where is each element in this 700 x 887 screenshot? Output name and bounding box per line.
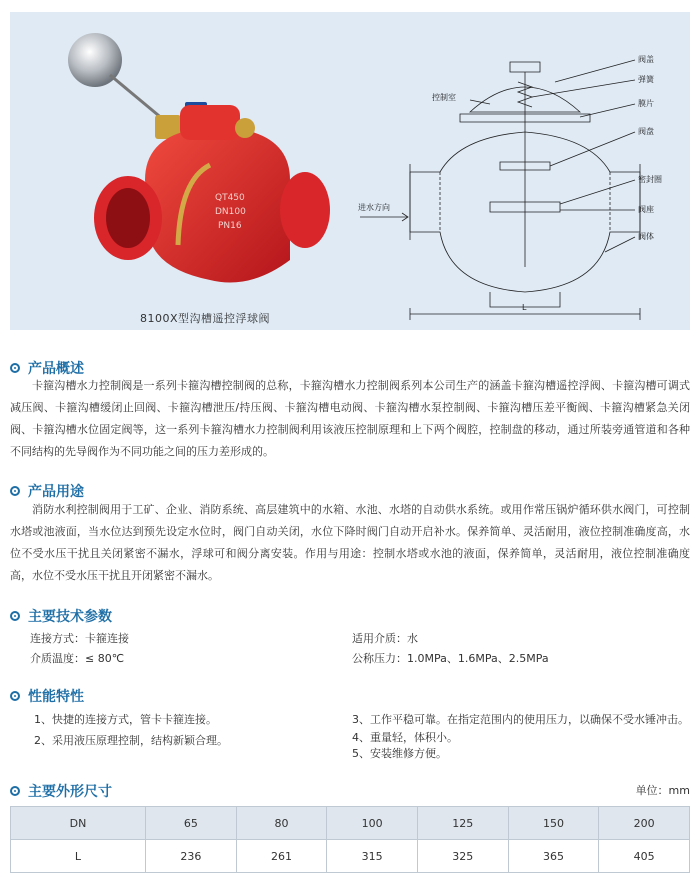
label-spring: 弹簧: [638, 75, 654, 84]
feature-item: 5、安装维修方便。: [352, 747, 447, 760]
section-title-text: 产品概述: [28, 361, 84, 377]
product-caption: 8100X型沟槽遥控浮球阀: [140, 312, 271, 325]
section-bullet-icon: [10, 363, 20, 373]
feature-item: 3、工作平稳可靠。在指定范围内的使用压力，以确保不受水锤冲击。: [352, 713, 689, 726]
label-diaphragm: 膜片: [638, 99, 654, 108]
table-cell: 236: [146, 840, 237, 873]
table-cell: 315: [327, 840, 418, 873]
label-valve-disc: 阀盘: [638, 127, 654, 136]
section-title-text: 主要外形尺寸: [28, 784, 112, 800]
param-pressure: 公称压力：1.0MPa、1.6MPa、2.5MPa: [352, 652, 549, 665]
feature-item: 4、重量轻，体积小。: [352, 731, 458, 744]
section-title-text: 性能特性: [28, 689, 84, 705]
usage-paragraph: 消防水利控制阀用于工矿、企业、消防系统、高层建筑中的水箱、水池、水塔的自动供水系统。或用作常压锅炉循环供水阀门，可控制水塔或池液面，当水位达到预先设定水位时，阀门自动关闭，水位下降时阀门自动开启补水。保养简单、灵活耐用，液位控制准确度高，水位不受水压干扰且关闭紧密不漏水，浮球可和阀分离安装。作用与用途：控制水塔或水池的液面，保养简单，灵活耐用，液位控制准确度高，水位不受水压干扰且开闭紧密不漏水。: [10, 503, 690, 582]
table-row: [11, 840, 690, 873]
label-control-chamber: 控制室: [432, 93, 456, 102]
feature-item: 2、采用液压原理控制，结构新颖合理。: [34, 734, 228, 747]
table-row: [11, 807, 690, 840]
body-mark-1: QT450: [215, 193, 245, 203]
inlet-direction-label: 进水方向: [358, 203, 390, 212]
param-temperature: 介质温度：≤ 80℃: [30, 652, 125, 665]
section-bullet-icon: [10, 786, 20, 796]
dimensions-table: [10, 806, 690, 873]
hero-panel: [10, 12, 690, 330]
table-cell: 325: [417, 840, 508, 873]
label-seal-ring: 密封圈: [638, 175, 662, 184]
table-cell: 125: [417, 807, 508, 840]
overview-paragraph: 卡箍沟槽水力控制阀是一系列卡箍沟槽控制阀的总称，卡箍沟槽水力控制阀系列本公司生产的涵盖卡箍沟槽遥控浮阀、卡箍沟槽可调式减压阀、卡箍沟槽缓闭止回阀、卡箍沟槽泄压/持压阀、卡箍沟槽电动阀、卡箍沟槽水泵控制阀、卡箍沟槽压差平衡阀、卡箍沟槽紧急关闭阀、卡箍沟槽水位固定阀等，这一系列卡箍沟槽水力控制阀利用该液压控制原理和上下两个阀腔，控制盘的移动，通过所装旁通管道和各种不同结构的先导阀作为不同功能之间的压力差形成的。: [10, 379, 690, 458]
section-title-usage: [10, 481, 84, 501]
valve-cross-section-drawing: [350, 42, 690, 332]
section-title-params: [10, 606, 112, 626]
table-cell: 80: [236, 807, 327, 840]
param-connection: 连接方式：卡箍连接: [30, 632, 129, 645]
section-bullet-icon: [10, 691, 20, 701]
label-bonnet: 阀盖: [638, 55, 654, 64]
section-title-dimensions: [10, 781, 112, 801]
section-title-text: 主要技术参数: [28, 609, 112, 625]
unit-label: 单位：mm: [635, 784, 690, 797]
dimension-label-l: L: [522, 303, 527, 312]
section-title-text: 产品用途: [28, 484, 84, 500]
table-cell: 65: [146, 807, 237, 840]
param-medium: 适用介质：水: [352, 632, 418, 645]
table-cell: 100: [327, 807, 418, 840]
table-cell: 200: [599, 807, 690, 840]
table-cell: 150: [508, 807, 599, 840]
section-bullet-icon: [10, 486, 20, 496]
label-valve-body: 阀体: [638, 232, 654, 241]
body-mark-3: PN16: [218, 221, 242, 231]
body-mark-2: DN100: [215, 207, 246, 217]
table-cell: L: [11, 840, 146, 873]
feature-item: 1、快捷的连接方式，管卡卡箍连接。: [34, 713, 217, 726]
section-bullet-icon: [10, 611, 20, 621]
table-cell: 365: [508, 840, 599, 873]
valve-product-image: [50, 30, 350, 300]
table-cell: 405: [599, 840, 690, 873]
table-cell: 261: [236, 840, 327, 873]
label-valve-seat: 阀座: [638, 205, 654, 214]
table-cell: DN: [11, 807, 146, 840]
section-title-features: [10, 686, 84, 706]
